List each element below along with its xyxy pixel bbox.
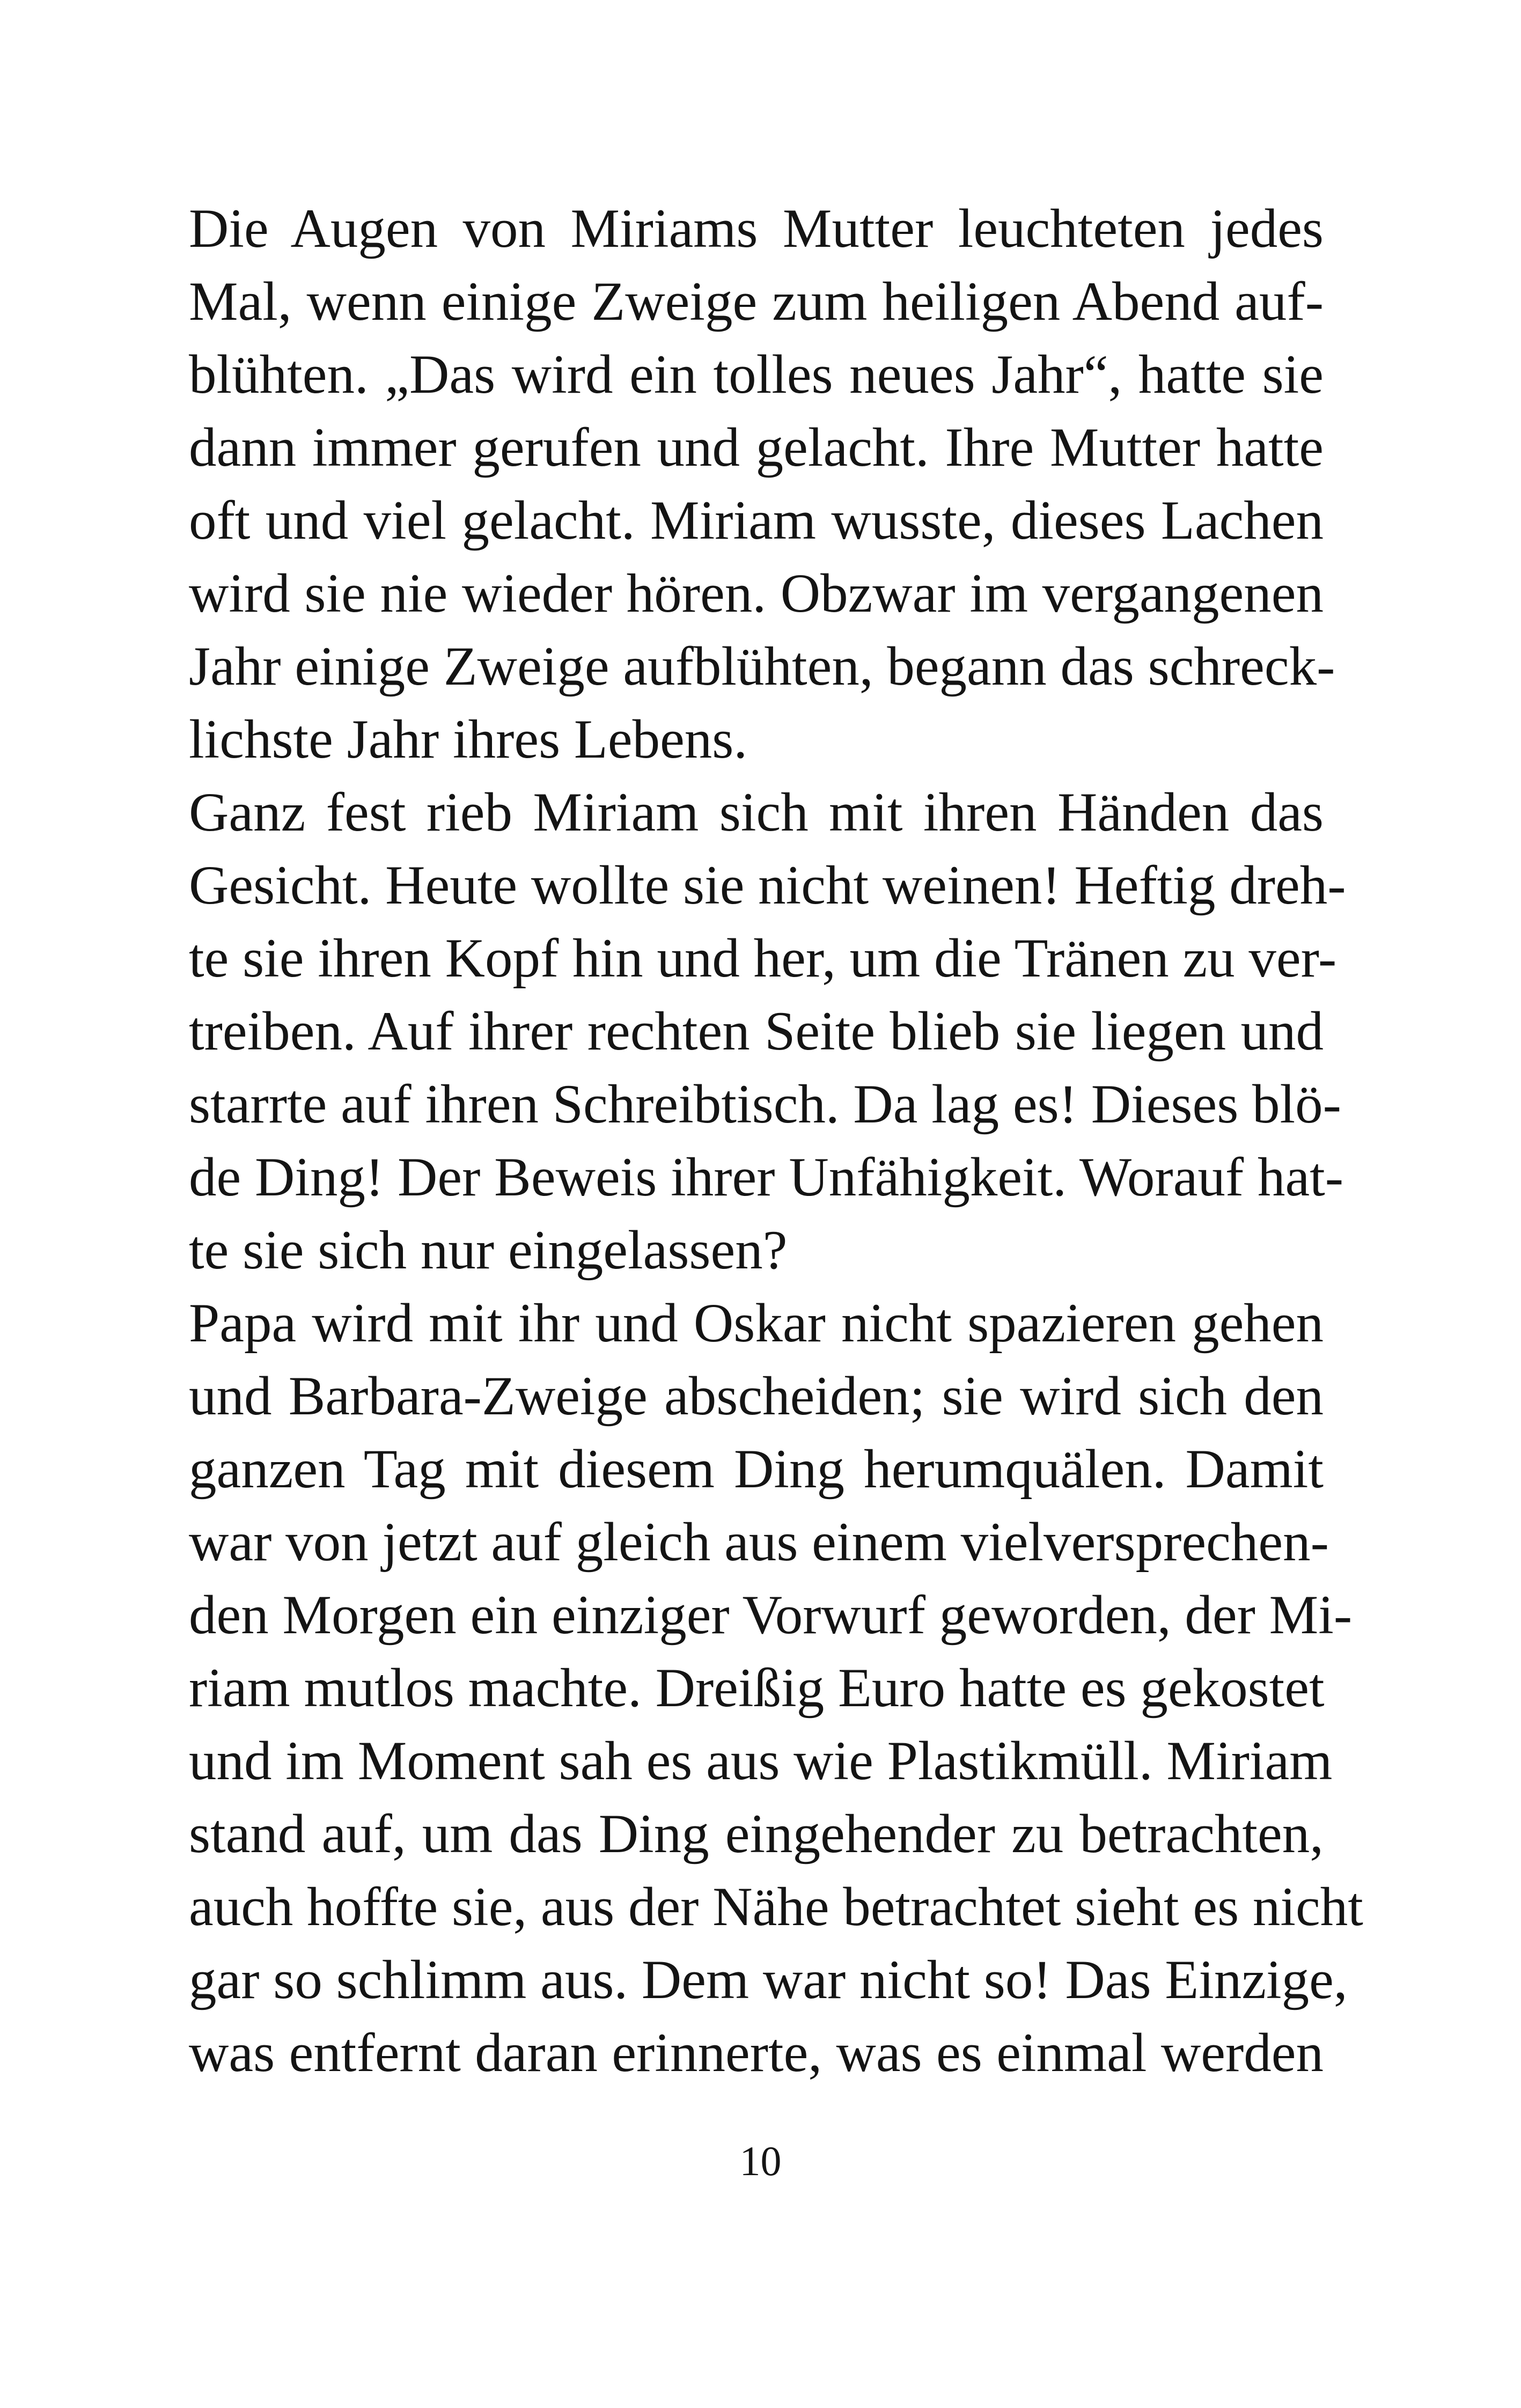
- text-line: war von jetzt auf gleich aus einem vielversprechen-: [189, 1511, 1329, 1573]
- text-line: Papa wird mit ihr und Oskar nicht spazieren gehen: [189, 1293, 1324, 1354]
- text-line: dann immer gerufen und gelacht. Ihre Mutter hatte: [189, 417, 1324, 478]
- text-line: den Morgen ein einziger Vorwurf geworden, der Mi-: [189, 1584, 1353, 1646]
- text-line: und Barbara-Zweige abscheiden; sie wird sich den: [189, 1365, 1324, 1427]
- text-line: riam mutlos machte. Dreißig Euro hatte es gekostet: [189, 1657, 1325, 1719]
- text-line: te sie sich nur eingelassen?: [189, 1220, 788, 1281]
- text-line: gar so schlimm aus. Dem war nicht so! Das Einzige,: [189, 1949, 1348, 2010]
- text-line: oft und viel gelacht. Miriam wusste, dieses Lachen: [189, 490, 1324, 551]
- page-number: 10: [739, 2138, 782, 2184]
- text-line: Die Augen von Miriams Mutter leuchteten jedes: [189, 198, 1324, 259]
- text-line: blühten. „Das wird ein tolles neues Jahr“, hatte sie: [189, 344, 1324, 405]
- text-line: Mal, wenn einige Zweige zum heiligen Abend auf-: [189, 271, 1324, 332]
- text-line: Gesicht. Heute wollte sie nicht weinen! Heftig dreh-: [189, 855, 1346, 916]
- text-line: auch hoffte sie, aus der Nähe betrachtet sieht es nicht: [189, 1876, 1363, 1937]
- text-line: Jahr einige Zweige aufblühten, begann das schreck-: [189, 636, 1335, 697]
- text-line: wird sie nie wieder hören. Obzwar im vergangenen: [189, 563, 1324, 624]
- text-line: und im Moment sah es aus wie Plastikmüll. Miriam: [189, 1730, 1333, 1792]
- text-line: stand auf, um das Ding eingehender zu betrachten,: [189, 1803, 1324, 1864]
- text-line: treiben. Auf ihrer rechten Seite blieb sie liegen und: [189, 1001, 1324, 1062]
- text-line: ganzen Tag mit diesem Ding herumquälen. Damit: [189, 1438, 1324, 1500]
- text-line: was entfernt daran erinnerte, was es einmal werden: [189, 2022, 1324, 2083]
- text-line: de Ding! Der Beweis ihrer Unfähigkeit. Worauf hat-: [189, 1147, 1344, 1208]
- body-text: [189, 192, 1363, 2089]
- text-line: te sie ihren Kopf hin und her, um die Tränen zu ver-: [189, 928, 1337, 989]
- text-line: lichste Jahr ihres Lebens.: [189, 709, 748, 770]
- text-line: starrte auf ihren Schreibtisch. Da lag es! Dieses blö-: [189, 1074, 1341, 1135]
- text-line: Ganz fest rieb Miriam sich mit ihren Händen das: [189, 782, 1324, 843]
